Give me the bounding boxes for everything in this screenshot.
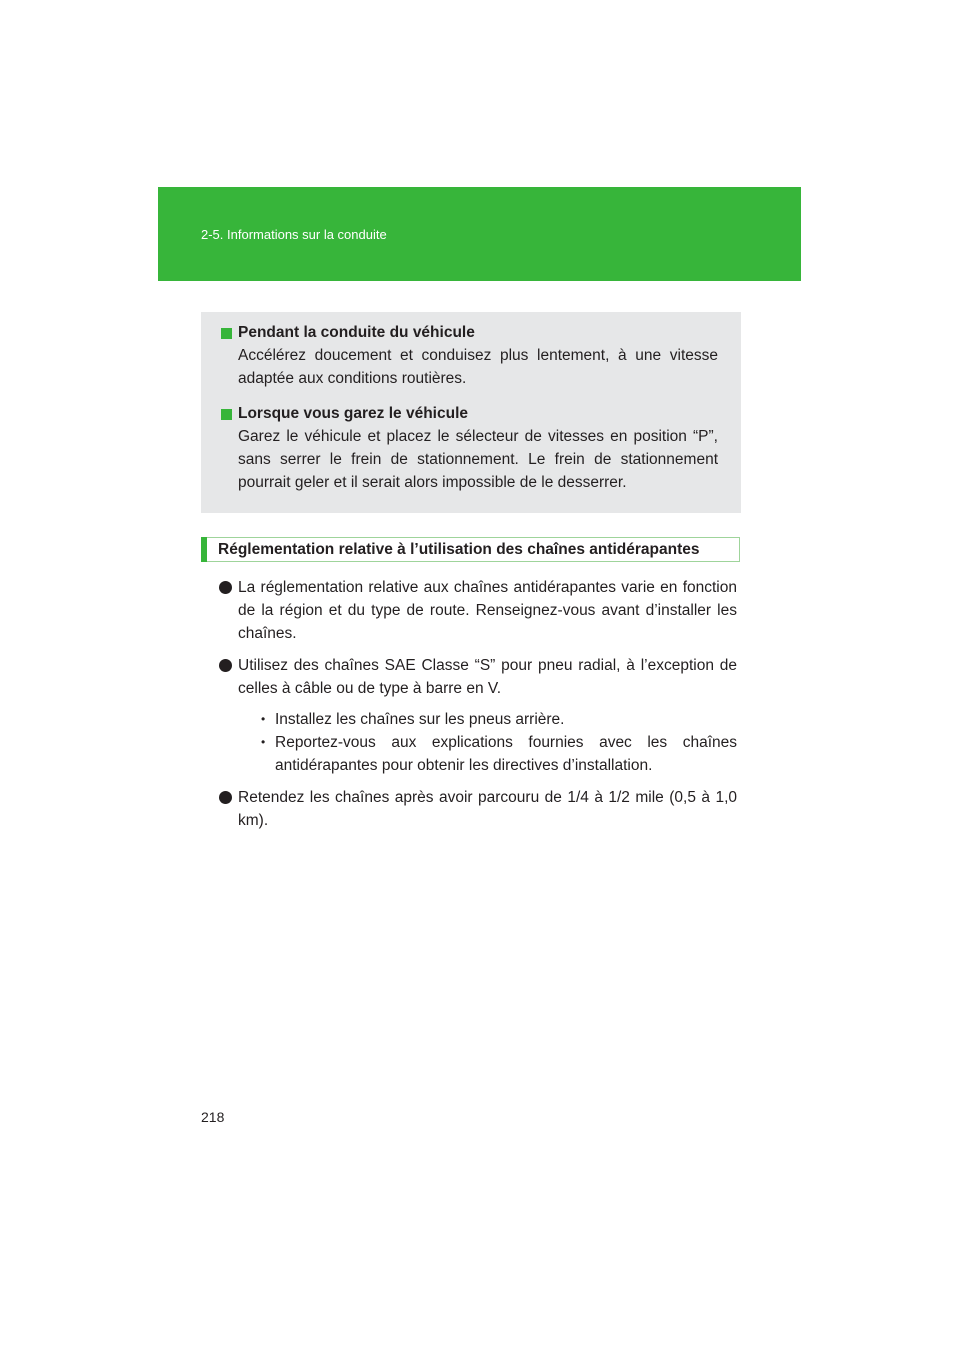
note-box [201,312,741,513]
sub-list-item [257,708,737,731]
page-number: 218 [201,1109,225,1125]
note-item [221,322,718,390]
green-square-icon [221,328,232,339]
note-item [221,403,718,494]
sub-item-text: Reportez-vous aux explications fournies avec les chaînes antidérapantes pour obtenir les directives d’installation. [275,734,737,774]
green-square-icon [221,409,232,420]
list-item-text: Retendez les chaînes après avoir parcouru de 1/4 à 1/2 mile (0,5 à 1,0 km). [238,789,737,829]
bullet-list [219,576,737,841]
note-heading [221,322,718,344]
note-heading-text: Lorsque vous garez le véhicule [238,405,468,422]
list-item [219,786,737,832]
sub-list [257,708,737,777]
section-breadcrumb: 2-5. Informations sur la conduite [201,227,387,242]
sub-item-text: Installez les chaînes sur les pneus arrière. [275,711,565,728]
header-band [158,187,801,281]
sub-bullet-icon: • [261,735,266,749]
sub-list-item [257,731,737,777]
list-item [219,654,737,777]
list-item-text: Utilisez des chaînes SAE Classe “S” pour pneu radial, à l’exception de celles à câble ou de type à barre en V. [238,657,737,697]
bullet-circle-icon [219,791,232,804]
bullet-circle-icon [219,659,232,672]
list-item [219,576,737,645]
sub-bullet-icon: • [261,712,266,726]
section-title-bar [201,537,740,562]
section-title: Réglementation relative à l’utilisation des chaînes antidérapantes [218,541,700,558]
note-body: Accélérez doucement et conduisez plus lentement, à une vitesse adaptée aux conditions routières. [238,347,718,387]
note-heading-text: Pendant la conduite du véhicule [238,324,475,341]
note-body: Garez le véhicule et placez le sélecteur de vitesses en position “P”, sans serrer le frein de stationnement. Le frein de stationnement pourrait geler et il serait alors impossible de le desserrer. [238,428,718,491]
title-accent-bar [201,537,207,562]
note-heading [221,403,718,425]
list-item-text: La réglementation relative aux chaînes antidérapantes varie en fonction de la région et du type de route. Renseignez-vous avant d’installer les chaînes. [238,579,737,642]
bullet-circle-icon [219,581,232,594]
